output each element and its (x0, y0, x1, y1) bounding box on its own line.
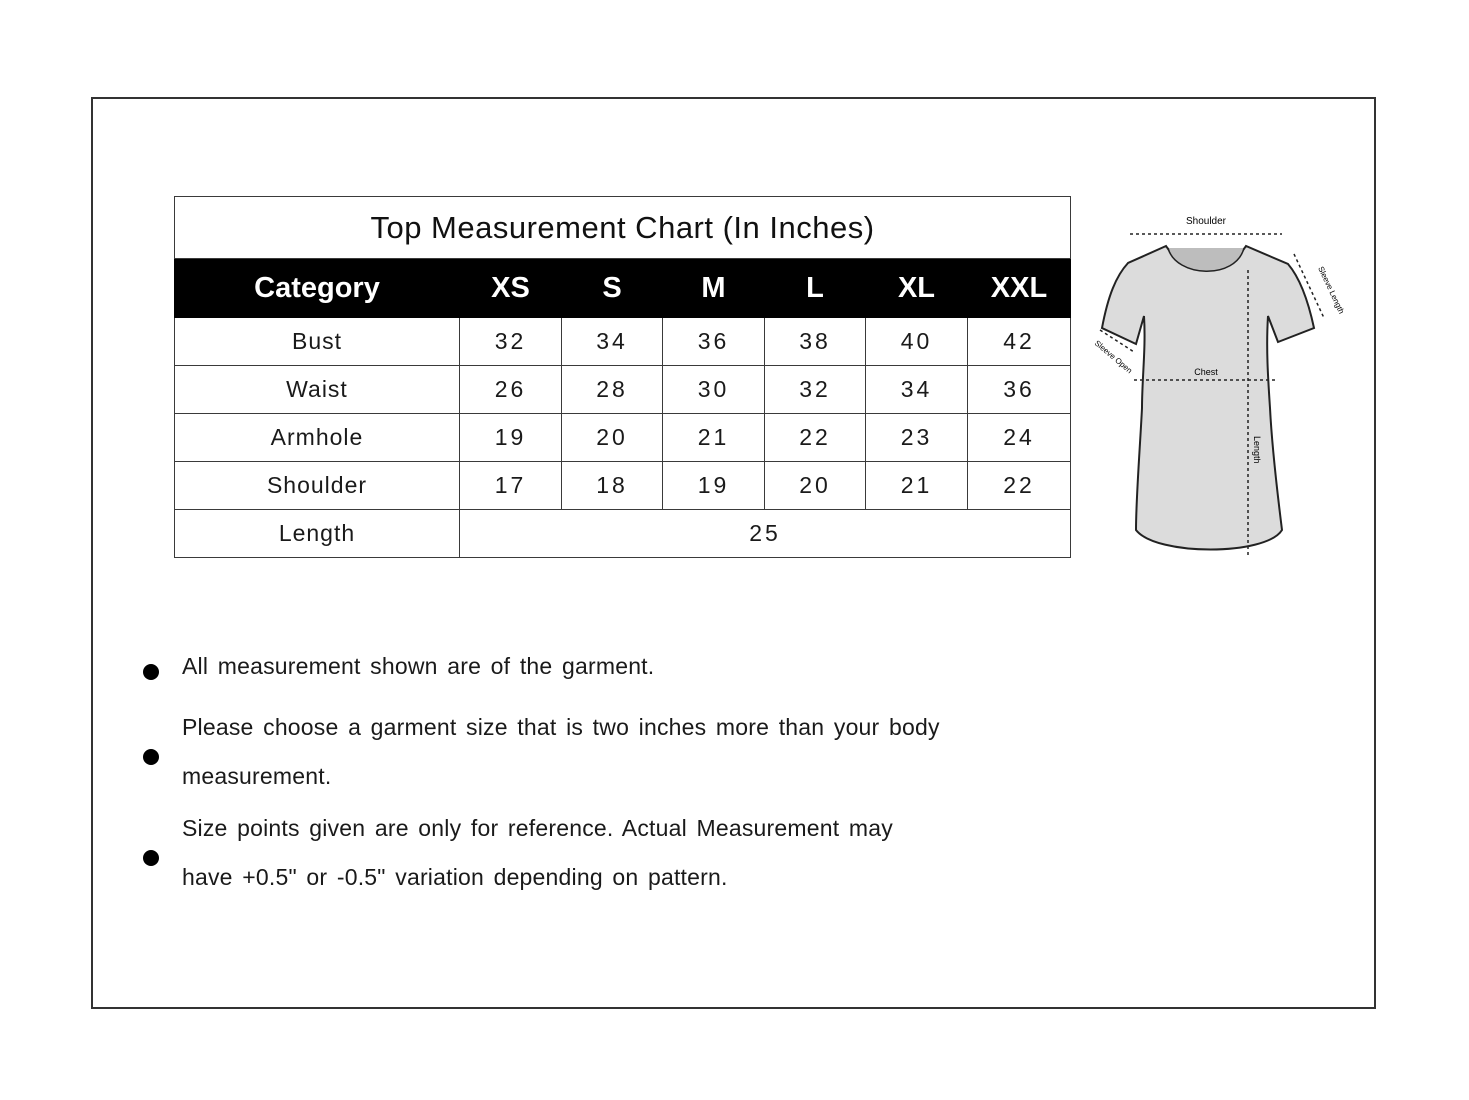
table-cell: 34 (866, 366, 968, 414)
tshirt-shape (1102, 246, 1314, 550)
table-cell: 19 (663, 462, 765, 510)
table-cell: 32 (460, 318, 562, 366)
table-cell: 28 (562, 366, 663, 414)
table-row (175, 318, 1071, 366)
table-cell: 36 (663, 318, 765, 366)
bullet-icon (143, 749, 159, 765)
table-cell: 22 (765, 414, 866, 462)
row-label: Armhole (175, 414, 460, 462)
table-cell: 21 (663, 414, 765, 462)
table-cell: 40 (866, 318, 968, 366)
note-line: Please choose a garment size that is two inches more than your body (182, 714, 940, 740)
column-header-size: S (562, 259, 663, 318)
shoulder-label: Shoulder (1185, 216, 1227, 227)
table-cell: 22 (968, 462, 1071, 510)
table-row (175, 366, 1071, 414)
table-cell: 19 (460, 414, 562, 462)
length-label: Length (1252, 436, 1262, 464)
table-cell: 32 (765, 366, 866, 414)
sleeve-length-label: Sleeve Length (1316, 265, 1346, 316)
table-cell: 34 (562, 318, 663, 366)
table-cell: 26 (460, 366, 562, 414)
table-cell: 23 (866, 414, 968, 462)
table-cell: 30 (663, 366, 765, 414)
tshirt-diagram (1086, 208, 1346, 568)
note-line: All measurement shown are of the garment. (182, 653, 655, 679)
table-title: Top Measurement Chart (In Inches) (175, 197, 1071, 259)
bullet-icon (143, 850, 159, 866)
table-row (175, 462, 1071, 510)
bullet-icon (143, 664, 159, 680)
table-row (175, 510, 1071, 558)
column-header-size: XL (866, 259, 968, 318)
sleeve-opening-label: Sleeve Open (1092, 338, 1134, 376)
table-cell: 20 (765, 462, 866, 510)
row-label: Bust (175, 318, 460, 366)
measurement-table (174, 196, 1071, 558)
note-line: Size points given are only for reference. Actual Measurement may (182, 815, 893, 841)
table-cell: 17 (460, 462, 562, 510)
chest-label: Chest (1194, 367, 1218, 377)
table-header-row (175, 259, 1071, 318)
table-cell: 42 (968, 318, 1071, 366)
table-row (175, 414, 1071, 462)
table-cell: 38 (765, 318, 866, 366)
note-line: measurement. (182, 763, 332, 789)
column-header-size: XS (460, 259, 562, 318)
column-header-category: Category (175, 259, 460, 318)
table-cell: 21 (866, 462, 968, 510)
row-label: Waist (175, 366, 460, 414)
table-cell: 25 (460, 510, 1071, 558)
table-cell: 18 (562, 462, 663, 510)
column-header-size: XXL (968, 259, 1071, 318)
note-line: have +0.5" or -0.5" variation depending on pattern. (182, 864, 728, 890)
column-header-size: M (663, 259, 765, 318)
column-header-size: L (765, 259, 866, 318)
table-cell: 20 (562, 414, 663, 462)
row-label: Shoulder (175, 462, 460, 510)
table-cell: 24 (968, 414, 1071, 462)
row-label: Length (175, 510, 460, 558)
table-cell: 36 (968, 366, 1071, 414)
